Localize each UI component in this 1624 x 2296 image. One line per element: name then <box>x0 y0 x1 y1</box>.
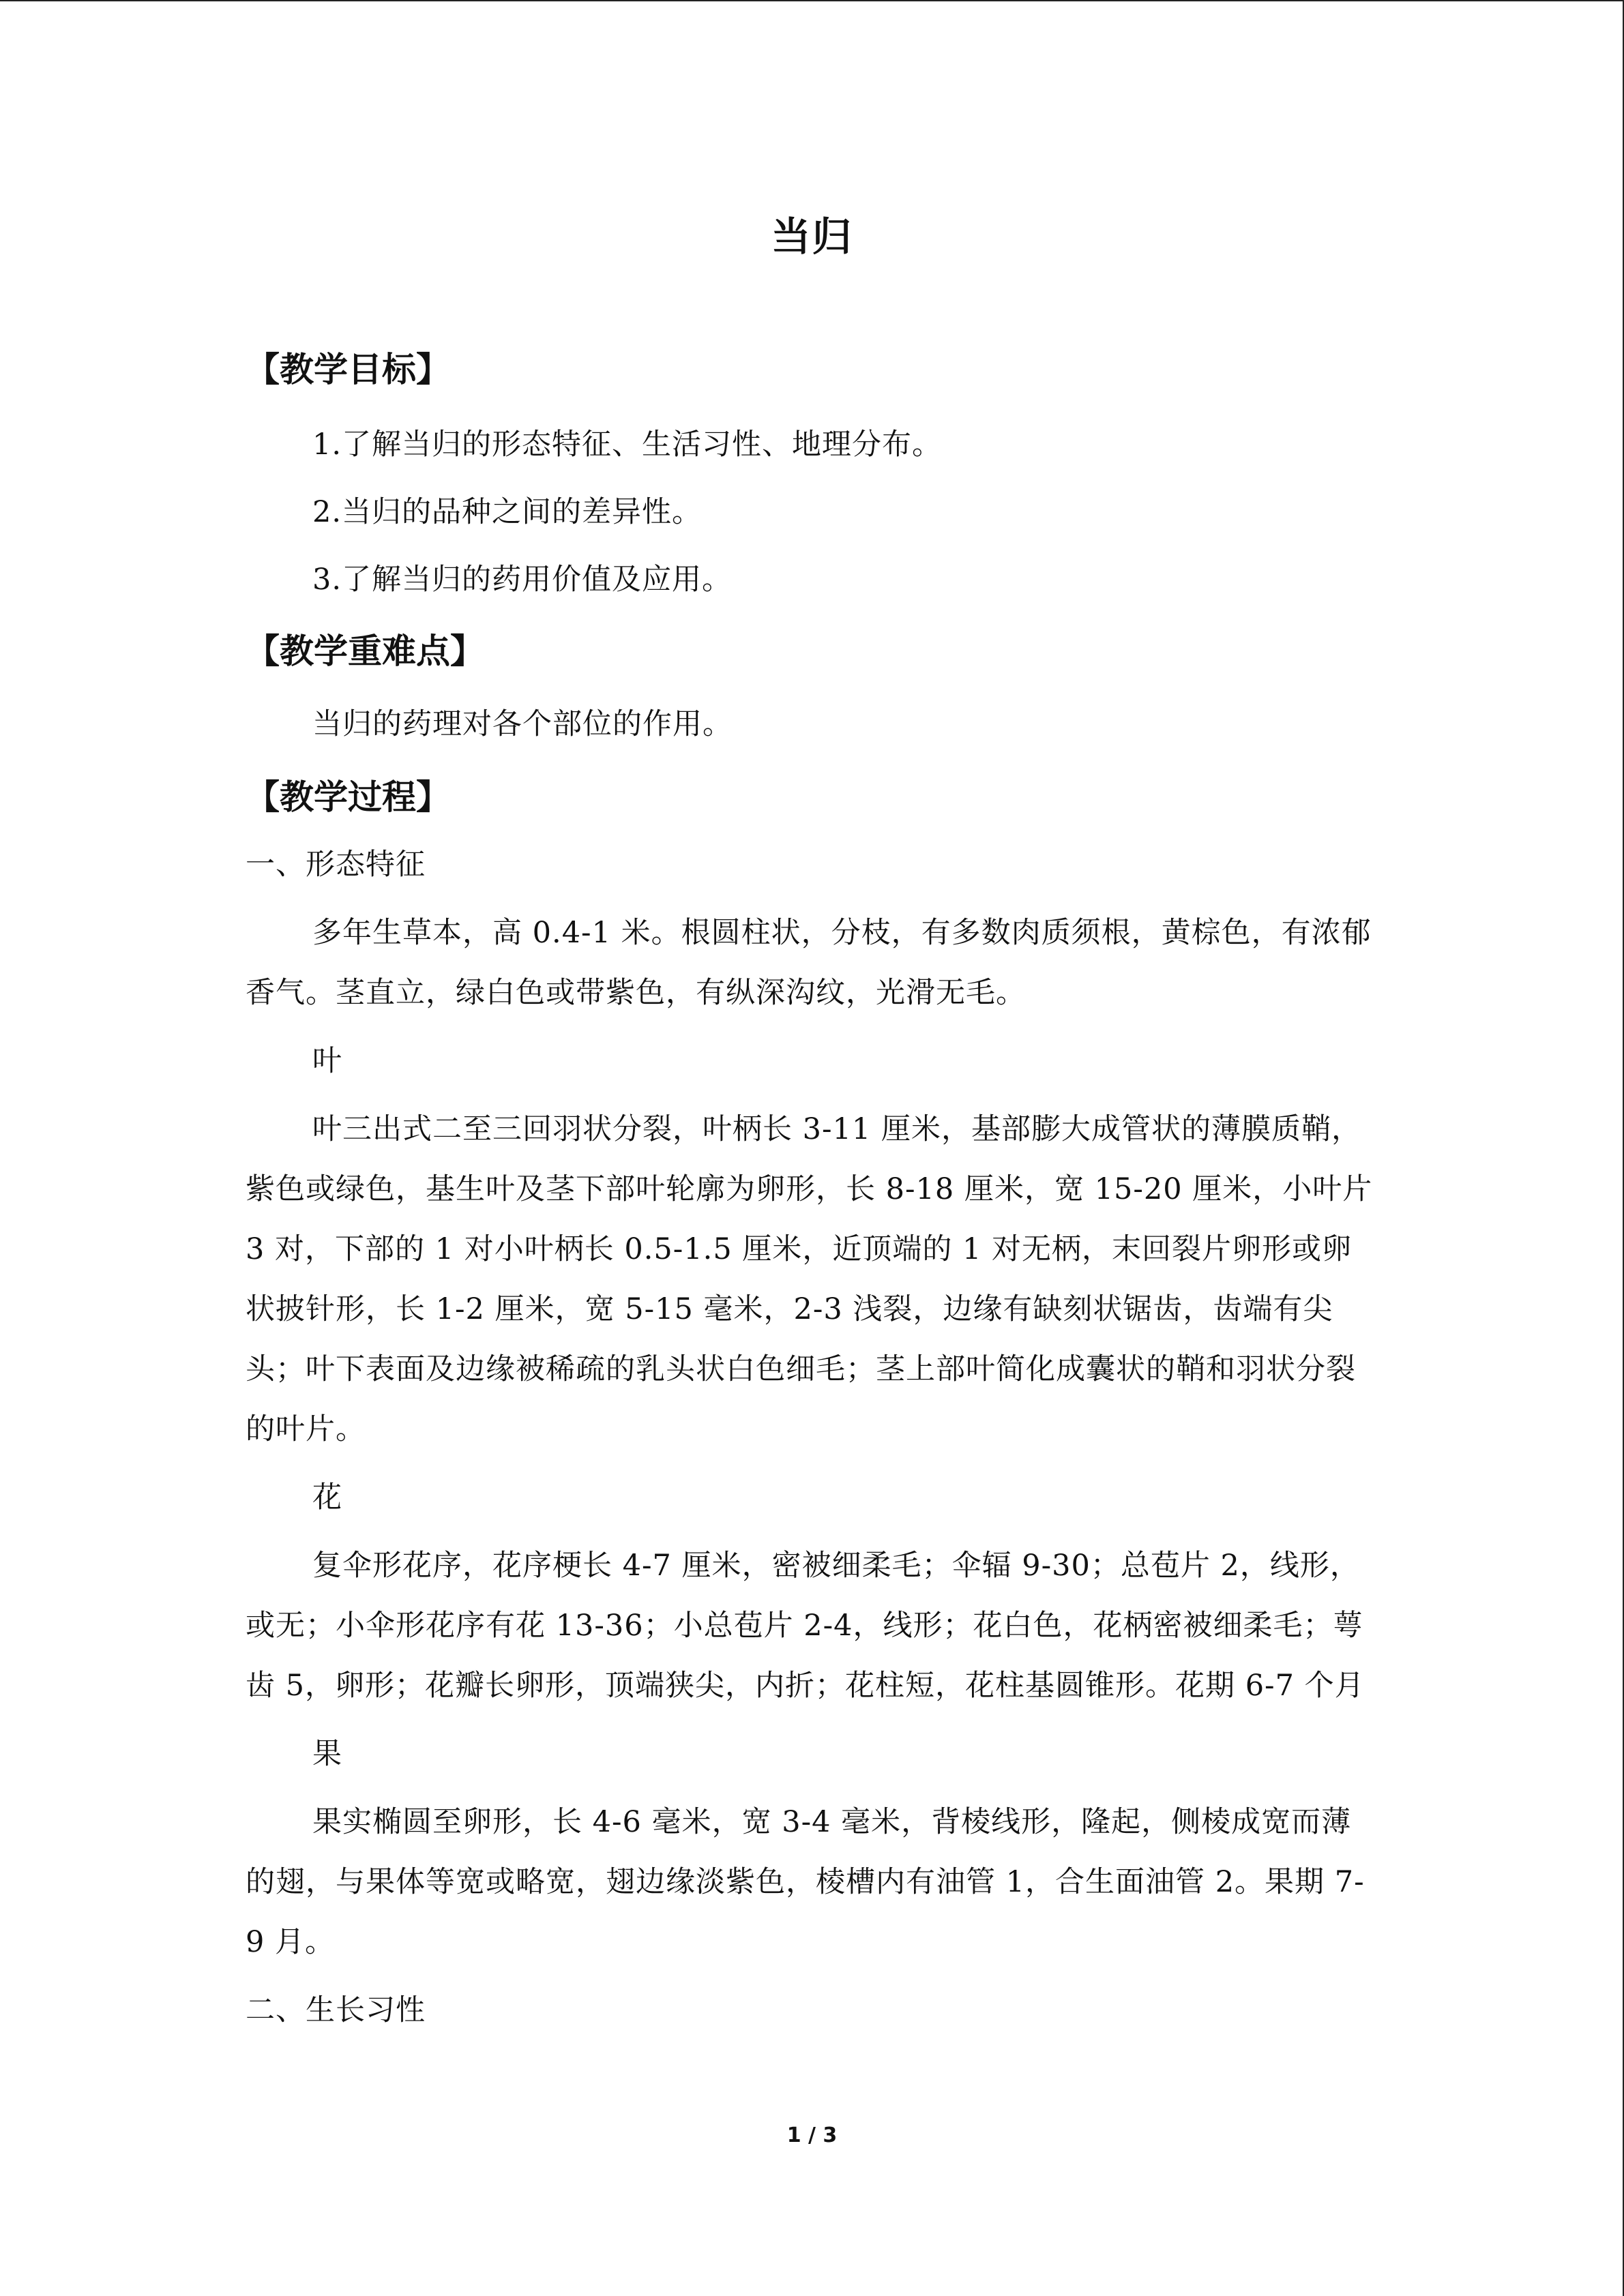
objective-item-2: 2.当归的品种之间的差异性。 <box>312 495 703 529</box>
flower-text: 复伞形花序，花序梗长 4-7 厘米，密被细柔毛；伞辐 9-30；总苞片 2，线形，或无；小伞形花序有花 13-36；小总苞片 2-4，线形；花白色，花柄密被细柔毛；萼齿 5，卵形；花瓣长卵形，顶端狭尖，内折；花柱短，花柱基圆锥形。花期 6-7 个月 <box>246 1549 1365 1703</box>
part1-title: 一、形态特征 <box>246 848 426 882</box>
objective-item-1: 1.了解当归的形态特征、生活习性、地理分布。 <box>312 428 943 462</box>
key-points-heading: 【教学重难点】 <box>246 631 484 671</box>
document-body <box>246 346 1378 2040</box>
fruit-label: 果 <box>312 1737 342 1771</box>
flower-label: 花 <box>312 1480 342 1515</box>
objectives-heading: 【教学目标】 <box>246 350 450 389</box>
objective-item-3: 3.了解当归的药用价值及应用。 <box>312 563 733 597</box>
key-points-text: 当归的药理对各个部位的作用。 <box>312 707 733 741</box>
fruit-text: 果实椭圆至卵形，长 4-6 毫米，宽 3-4 毫米，背棱线形，隆起，侧棱成宽而薄的翅，与果体等宽或略宽，翅边缘淡紫色，棱槽内有油管 1，合生面油管 2。果期 7-9 月。 <box>246 1805 1365 1959</box>
page-title: 当归 <box>771 213 853 260</box>
part2-title: 二、生长习性 <box>246 1993 426 2027</box>
process-heading: 【教学过程】 <box>246 777 450 817</box>
leaf-label: 叶 <box>312 1044 342 1078</box>
part1-intro: 多年生草本，高 0.4-1 米。根圆柱状，分枝，有多数肉质须根，黄棕色，有浓郁香气。茎直立，绿白色或带紫色，有纵深沟纹，光滑无毛。 <box>246 916 1372 1010</box>
leaf-text: 叶三出式二至三回羽状分裂，叶柄长 3-11 厘米，基部膨大成管状的薄膜质鞘，紫色或绿色，基生叶及茎下部叶轮廓为卵形，长 8-18 厘米，宽 15-20 厘米，小叶片 3 对，下部的 1 对小叶柄长 0.5-1.5 厘米，近顶端的 1 对无柄，末回裂片卵形或卵状披针形，长 1-2 厘米，宽 5-15 毫米，2-3 浅裂，边缘有缺刻状锯齿，齿端有尖头；叶下表面及边缘被稀疏的乳头状白色细毛；茎上部叶简化成囊状的鞘和羽状分裂的叶片。 <box>246 1112 1373 1446</box>
page-number: 1 / 3 <box>786 2123 838 2147</box>
